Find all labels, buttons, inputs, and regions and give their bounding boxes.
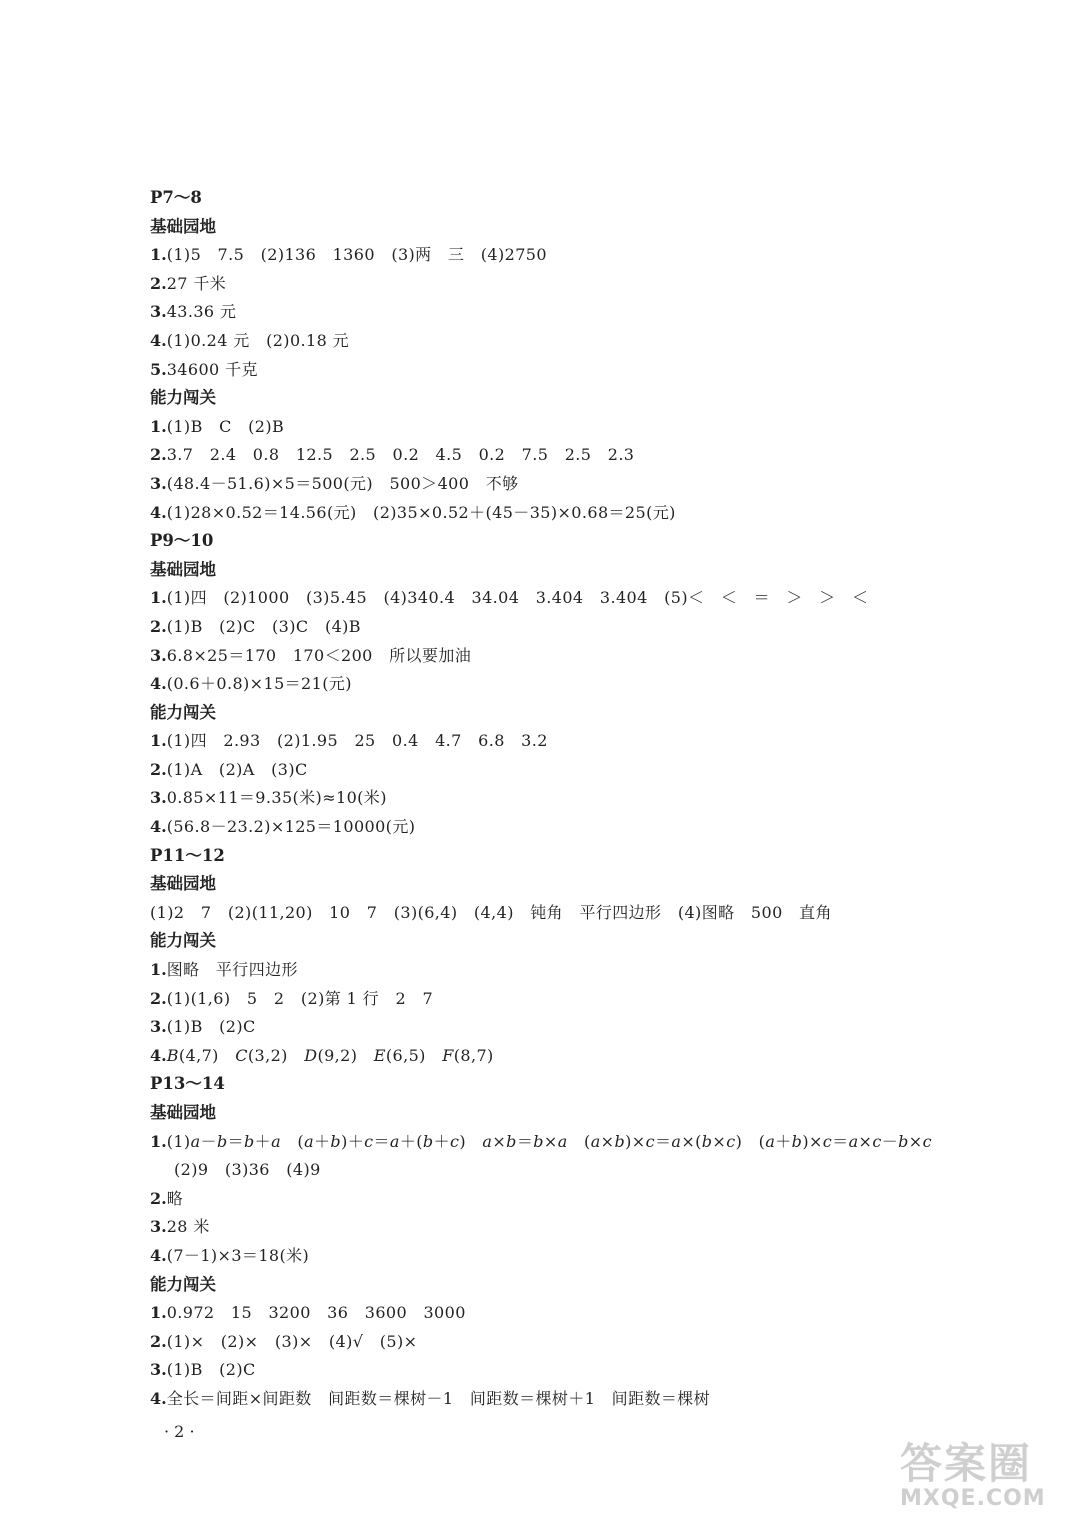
item-text: (1)5 7.5 (2)136 1360 (3)两 三 (4)2750 [166,245,547,265]
section-title: P9～10 [150,531,214,551]
answer-item [150,1185,1050,1214]
math-variable: c [872,1131,882,1151]
part-heading: 基础园地 [150,559,216,579]
watermark-logo [900,1438,1050,1528]
item-number: 2. [150,273,167,293]
item-number: 3. [150,473,167,493]
text-segment: ＋ [775,1131,792,1151]
item-text: (1)A (2)A (3)C [166,759,308,779]
item-number: 3. [150,1360,167,1380]
item-number: 1. [150,1303,167,1323]
answer-item [150,670,1050,699]
item-text: (1)28×0.52＝14.56(元) (2)35×0.52＋(45－35)×0.68＝25(元) [166,502,676,522]
page-number: · 2 · [164,1422,195,1441]
text-segment: ＋ [314,1131,331,1151]
answer-item [150,1356,1050,1385]
item-number: 3. [150,302,167,322]
item-text [167,1132,932,1151]
answer-item [150,327,1050,356]
answer-content [150,184,1050,1414]
item-number: 1. [150,416,167,436]
text-segment: ) [459,1131,466,1151]
item-number: 2. [150,1331,167,1351]
answer-item [150,1213,1050,1242]
math-variable: a [190,1131,201,1151]
item-number: 3. [150,1217,167,1237]
math-variable: C [235,1045,248,1065]
item-text: 图略 平行四边形 [166,960,298,980]
part-heading: 基础园地 [150,874,216,894]
math-variable: b [330,1131,342,1151]
item-text: (7－1)×3＝18(米) [166,1245,310,1265]
math-variable: b [506,1131,517,1151]
item-number: 4. [150,330,167,350]
math-variable: b [533,1131,544,1151]
item-number: 4. [150,1388,167,1408]
answer-item [150,784,1050,813]
item-number: 1. [150,731,167,751]
item-text: (1)2 7 (2)(11,20) 10 7 (3)(6,4) (4,4) 钝角 平行四边形 (4)图略 500 直角 [150,902,832,922]
text-segment: ＝ [373,1131,390,1151]
math-variable: b [244,1131,255,1151]
text-segment: ＝ [227,1131,244,1151]
item-text: (1)× (2)× (3)× (4)√ (5)× [166,1331,418,1351]
math-variable: F [442,1045,454,1065]
text-segment: × [492,1131,507,1151]
text-segment: × [600,1131,615,1151]
item-text: 34600 千克 [166,359,258,379]
answer-item [150,441,1050,470]
text-segment: ＝ [654,1131,672,1151]
math-variable: a [590,1131,601,1151]
item-text: 0.972 15 3200 36 3600 3000 [166,1303,466,1323]
text-segment: (9,2) [317,1045,374,1065]
text-segment: )＋ [341,1131,365,1151]
math-variable: a [389,1131,400,1151]
text-segment: ( [281,1131,305,1151]
item-text: (1)四 2.93 (2)1.95 25 0.4 4.7 6.8 3.2 [166,731,548,751]
math-variable: c [726,1131,736,1151]
text-segment: ( [567,1131,591,1151]
math-variable: b [898,1131,909,1151]
section-title: P11～12 [150,845,225,865]
text-segment: ＋( [399,1131,423,1151]
math-variable: c [645,1131,655,1151]
text-segment: (8,7) [453,1045,494,1065]
math-variable: c [822,1131,833,1151]
item-number: 4. [150,674,167,694]
math-variable: a [765,1131,776,1151]
answer-item [150,356,1050,385]
text-segment: (1) [166,1131,191,1151]
text-segment: )× [802,1131,823,1151]
item-text [167,1046,494,1065]
answer-item [150,1242,1050,1271]
answer-item [150,727,1050,756]
answer-item [150,956,1050,985]
answer-item [150,584,1050,613]
math-variable: b [216,1131,228,1151]
text-segment: ) [735,1131,743,1151]
answer-item [150,499,1050,528]
answer-item [150,270,1050,299]
answer-item [150,813,1050,842]
math-variable: b [614,1131,626,1151]
math-variable: a [557,1131,568,1151]
answer-item [150,470,1050,499]
item-text: (0.6＋0.8)×15＝21(元) [166,674,352,694]
item-number: 1. [150,245,167,265]
item-number: 5. [150,359,167,379]
text-segment: × [712,1131,727,1151]
item-text: (1)B (2)C (3)C (4)B [166,616,361,636]
part-heading: 能力闯关 [150,388,216,408]
answer-item [150,985,1050,1014]
answer-item [150,1013,1050,1042]
answer-item [150,1128,1050,1157]
answer-item [150,613,1050,642]
item-text: (1)B (2)C [166,1360,256,1380]
text-segment: )× [625,1131,646,1151]
text-segment: ×( [681,1131,702,1151]
item-number: 2. [150,1188,167,1208]
item-number: 1. [150,1131,167,1151]
item-number: 4. [150,502,167,522]
text-segment: (3,2) [247,1045,305,1065]
text-segment: ＝ [832,1131,849,1151]
math-variable: a [482,1131,493,1151]
item-number: 4. [150,817,167,837]
text-segment: ＝ [516,1131,534,1151]
item-text: 28 米 [166,1217,210,1237]
item-text: (1)B C (2)B [166,416,285,436]
answer-item [150,241,1050,270]
answer-item [150,899,1050,928]
item-text: (1)B (2)C [166,1017,256,1037]
math-variable: b [791,1131,803,1151]
math-variable: c [449,1131,460,1151]
answer-item [150,298,1050,327]
item-text: 27 千米 [166,273,227,293]
answer-item [150,1385,1050,1414]
text-segment: ( [742,1131,766,1151]
item-text: 全长＝间距×间距数 间距数＝棵树－1 间距数＝棵树＋1 间距数＝棵树 [166,1388,711,1408]
item-text: (1)0.24 元 (2)0.18 元 [166,330,350,350]
section-title: P13～14 [150,1074,225,1094]
answer-item [150,1042,1050,1071]
text-segment: － [200,1131,217,1151]
part-heading: 基础园地 [150,1103,216,1122]
item-number: 3. [150,645,167,665]
math-variable: a [848,1131,859,1151]
item-number: 3. [150,1017,167,1037]
item-text: (1)(1,6) 5 2 (2)第 1 行 2 7 [166,988,434,1008]
math-variable: D [304,1045,318,1065]
item-number: 2. [150,616,167,636]
item-number: 2. [150,988,167,1008]
watermark-url: MXQE.COM [900,1486,1046,1511]
text-segment: × [908,1131,923,1151]
part-heading: 基础园地 [150,216,216,236]
item-number: 4. [150,1045,167,1065]
item-number: 3. [150,788,167,808]
math-variable: a [671,1131,682,1151]
part-heading: 能力闯关 [150,931,216,951]
text-segment: ＋ [433,1131,450,1151]
answer-item [150,642,1050,671]
answer-item [150,1156,1050,1185]
math-variable: b [422,1131,434,1151]
item-text: (1)四 (2)1000 (3)5.45 (4)340.4 34.04 3.404 3.404 (5)＜ ＜ ＝ ＞ ＞ ＜ [166,588,869,608]
math-variable: c [364,1131,374,1151]
answer-item [150,413,1050,442]
item-text: (48.4－51.6)×5＝500(元) 500＞400 不够 [166,473,519,493]
answer-item [150,1299,1050,1328]
math-variable: a [271,1131,282,1151]
text-segment: (4,7) [178,1045,236,1065]
part-heading: 能力闯关 [150,1274,216,1294]
math-variable: a [304,1131,315,1151]
item-number: 4. [150,1245,167,1265]
math-variable: E [373,1045,386,1065]
answer-item [150,1328,1050,1357]
text-segment: × [543,1131,558,1151]
math-variable: b [701,1131,713,1151]
answer-item [150,756,1050,785]
text-segment: ＋ [254,1131,272,1151]
section-title: P7～8 [150,188,202,207]
math-variable: c [922,1131,932,1151]
item-text: 3.7 2.4 0.8 12.5 2.5 0.2 4.5 0.2 7.5 2.5 2.3 [166,445,635,465]
text-segment: (6,5) [385,1045,443,1065]
item-text: 0.85×11＝9.35(米)≈10(米) [166,788,387,808]
watermark-glyphs: 答案圈 [900,1439,1033,1488]
text-segment: － [881,1131,899,1151]
item-number: 1. [150,588,167,608]
item-text: (56.8－23.2)×125＝10000(元) [166,817,416,837]
item-number: 2. [150,445,167,465]
item-text: (2)9 (3)36 (4)9 [174,1160,321,1180]
item-text: 6.8×25＝170 170＜200 所以要加油 [166,645,472,665]
text-segment: × [858,1131,873,1151]
part-heading: 能力闯关 [150,702,216,722]
text-segment [466,1132,482,1151]
item-number: 1. [150,960,167,980]
item-number: 2. [150,759,167,779]
item-text: 略 [166,1188,184,1208]
math-variable: B [166,1045,179,1065]
item-text: 43.36 元 [166,302,237,322]
